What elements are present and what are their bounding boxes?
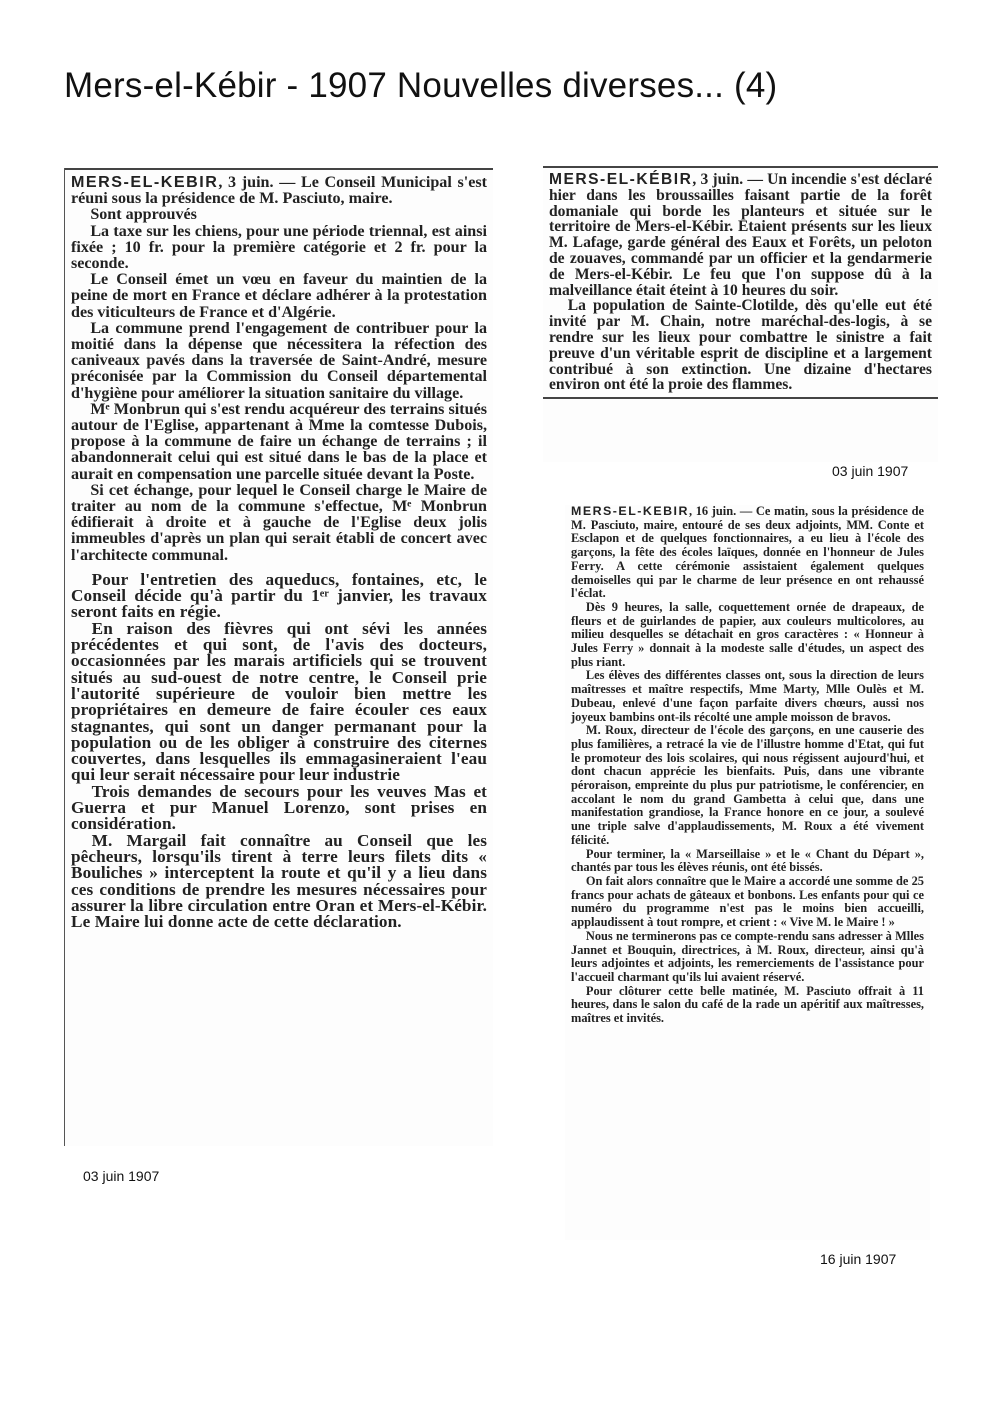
top-rule xyxy=(65,168,493,170)
clipping-date: 16 juin 1907 xyxy=(820,1251,897,1267)
paragraph: Pour l'entretien des aqueducs, fontaines, etc, le Conseil décide qu'à partir du 1ᵉʳ janvier, les travaux seront faits en régie. xyxy=(71,569,487,622)
paragraph: On fait alors connaître que le Maire a accordé une somme de 25 francs pour achats de gâteaux et bonbons. Les enfants pour qui ce numéro du programme n'est pas le moins bien accueilli, applaudissent à tout rompre, et crient : « Vive M. le Maire ! » xyxy=(571,873,924,930)
article-lead xyxy=(571,505,924,601)
article-body xyxy=(543,172,938,393)
article-heading: MERS-EL-KÉBIR xyxy=(549,171,693,188)
clipping-fete-ecoles xyxy=(565,505,930,1240)
clipping-conseil-municipal xyxy=(64,168,493,1146)
article-heading: MERS-EL-KEBIR xyxy=(71,173,219,191)
page-title: Mers-el-Kébir - 1907 Nouvelles diverses... (4) xyxy=(64,66,778,105)
article-lead xyxy=(71,174,487,207)
paragraph: M. Roux, directeur de l'école des garçons, en une causerie des plus familières, a retracé la vie de l'illustre homme d'Etat, qui fut le promoteur des lois scolaires, qui nous régissent aujourd'hui, et dont chacun apprécie les bienfaits. Puis, dans une vibrante péroraison, empreinte du plus pur patriotisme, le conférencier, en accolant le nom du grand Gambetta à celui que, dans une manifestation grandiose, la France honore en ce jour, a soulevé une triple salve d'applaudissements, M. Roux a été vivement félicité. xyxy=(571,723,924,847)
clipping-incendie xyxy=(543,166,938,462)
article-body xyxy=(565,505,930,1026)
paragraph: Le Conseil émet un vœu en faveur du maintien de la peine de mort en France et déclare adhérer à la protestation des viticulteurs de France et d'Algérie. xyxy=(71,271,487,321)
article-lead xyxy=(549,172,932,298)
paragraph: La taxe sur les chiens, pour une période triennal, est ainsi fixée ; 10 fr. pour la première catégorie et 2 fr. pour la seconde. xyxy=(71,222,487,273)
bottom-rule xyxy=(543,397,938,399)
paragraph: En raison des fièvres qui ont sévi les années précédentes et qui sont, de l'avis des docteurs, occasionnées par les marais artificiels qui se trouvent situés au sud-ouest de notre centre, le Conseil prie l'autorité supérieure de vouloir bien mettre les propriétaires en demeure de faire écouler ces eaux stagnantes, qui sont un danger permanant pour la population ou de les obliger à construire des citernes couvertes, dans lesquelles ils emmagasineraient l'eau qui leur serait nécessaire pour leur industrie xyxy=(71,618,487,785)
paragraph: Nous ne terminerons pas ce compte-rendu sans adresser à Mlles Jannet et Bouquin, directrices, à M. Roux, directeur, ainsi qu'à leurs adjointes et adjoints, les remerciements de l'assistance pour l'accueil charmant qu'ils lui avaient réservé. xyxy=(571,928,924,984)
paragraph: Mᵉ Monbrun qui s'est rendu acquéreur des terrains situés autour de l'Eglise, appartenant à Mme la comtesse Dubois, propose à la commune de faire un échange de terrains ; il abandonnerait celui qui est situé dans le bas de la place et aurait en compensation une parcelle située devant la Poste. xyxy=(71,400,487,483)
paragraph: M. Margail fait connaître au Conseil que les pêcheurs, lorsqu'ils tirent à terre leurs filets dits « Bouliches » interceptent la route et qu'il y a lieu dans ces conditions de prendre les mesures nécessaires pour assurer la libre circulation entre Oran et Mers-el-Kébir. Le Maire lui donne acte de cette déclaration. xyxy=(71,830,487,932)
paragraph: La population de Sainte-Clotilde, dès qu'elle eut été invité par M. Chain, notre maréchal-des-logis, à se rendre sur les lieux pour combattre le sinistre a fait preuve d'un véritable esprit de discipline et a largement contribué à son extinction. Une dizaine d'hectares environ ont été la proie des flammes. xyxy=(549,297,932,394)
clipping-date: 03 juin 1907 xyxy=(83,1168,160,1184)
paragraph: , 3 juin. — Le Conseil Municipal s'est réuni sous la présidence de M. Pasciuto, maire. xyxy=(71,174,487,208)
paragraph: Pour clôturer cette belle matinée, M. Pasciuto offrait à 11 heures, dans le salon du café de la rade un apéritif aux maîtresses, maîtres et invités. xyxy=(571,983,924,1026)
paragraph: La commune prend l'engagement de contribuer pour la moitié dans la dépense que nécessitera la réfection des caniveaux pavés dans la traversée de Saint-André, mesure préconisée par la Commission du Conseil départemental d'hygiène pour améliorer la situation sanitaire du village. xyxy=(71,319,487,402)
paragraph: Dès 9 heures, la salle, coquettement ornée de drapeaux, de fleurs et de guirlandes de papier, aux couleurs multicolores, au milieu desquelles se détachait en gros caractères : « Honneur à Jules Ferry » donnait à la modeste salle d'études, un aspect des plus riant. xyxy=(571,599,924,669)
paragraph: Pour terminer, la « Marseillaise » et le « Chant du Départ », chantés par tous les élèves réunis, ont été bissés. xyxy=(571,846,924,875)
paragraph: Sont approuvés xyxy=(90,206,197,224)
article-body xyxy=(65,174,493,930)
paragraph: Trois demandes de secours pour les veuves Mas et Guerra et pur Manuel Lorenzo, sont prises en considération. xyxy=(71,781,487,834)
paragraph: Si cet échange, pour lequel le Conseil charge le Maire de traiter au nom de la commune s'effectue, Mᵉ Monbrun édifierait à droite et à gauche de l'Eglise deux jolis immeubles d'après un plan qui serait établi de concert avec l'architecte communal. xyxy=(71,481,487,564)
paragraph: Les élèves des différentes classes ont, sous la direction de leurs maîtresses et maître respectifs, Mme Marty, Mlle Oulès et M. Dubeau, enlevé d'une façon parfaite divers chœurs, aussi nos joyeux bambins ont-ils récolté une ample moisson de bravos. xyxy=(571,668,924,724)
clipping-date: 03 juin 1907 xyxy=(832,463,909,479)
article-heading: MERS-EL-KEBIR xyxy=(571,505,689,518)
top-rule xyxy=(543,166,938,168)
paragraph: , 16 juin. — Ce matin, sous la présidence de M. Pasciuto, maire, entouré de ses deux adjoints, MM. Conte et Esclapon et de quelques fonctionnaires, a eu lieu à l'école des garçons, la fête des écoles laïques, donnée en l'honneur de Jules Ferry. A cette cérémonie assistaient également quelques demoiselles qui par le charme de leur présence en ont rehaussé l'éclat. xyxy=(571,505,924,601)
article-continuation xyxy=(71,569,487,932)
paragraph: , 3 juin. — Un incendie s'est déclaré hier dans les broussailles faisant partie de la forêt domaniale qui borde les planteurs et située sur le territoire de Mers-el-Kébir. Etaient présents sur les lieux M. Lafage, garde général des Eaux et Forêts, un peloton de zouaves, commandé par un officier et la gendarmerie de Mers-el-Kébir. Le feu que l'on suppose dû à la malveillance était éteint à 10 heures du soir. xyxy=(549,171,932,299)
